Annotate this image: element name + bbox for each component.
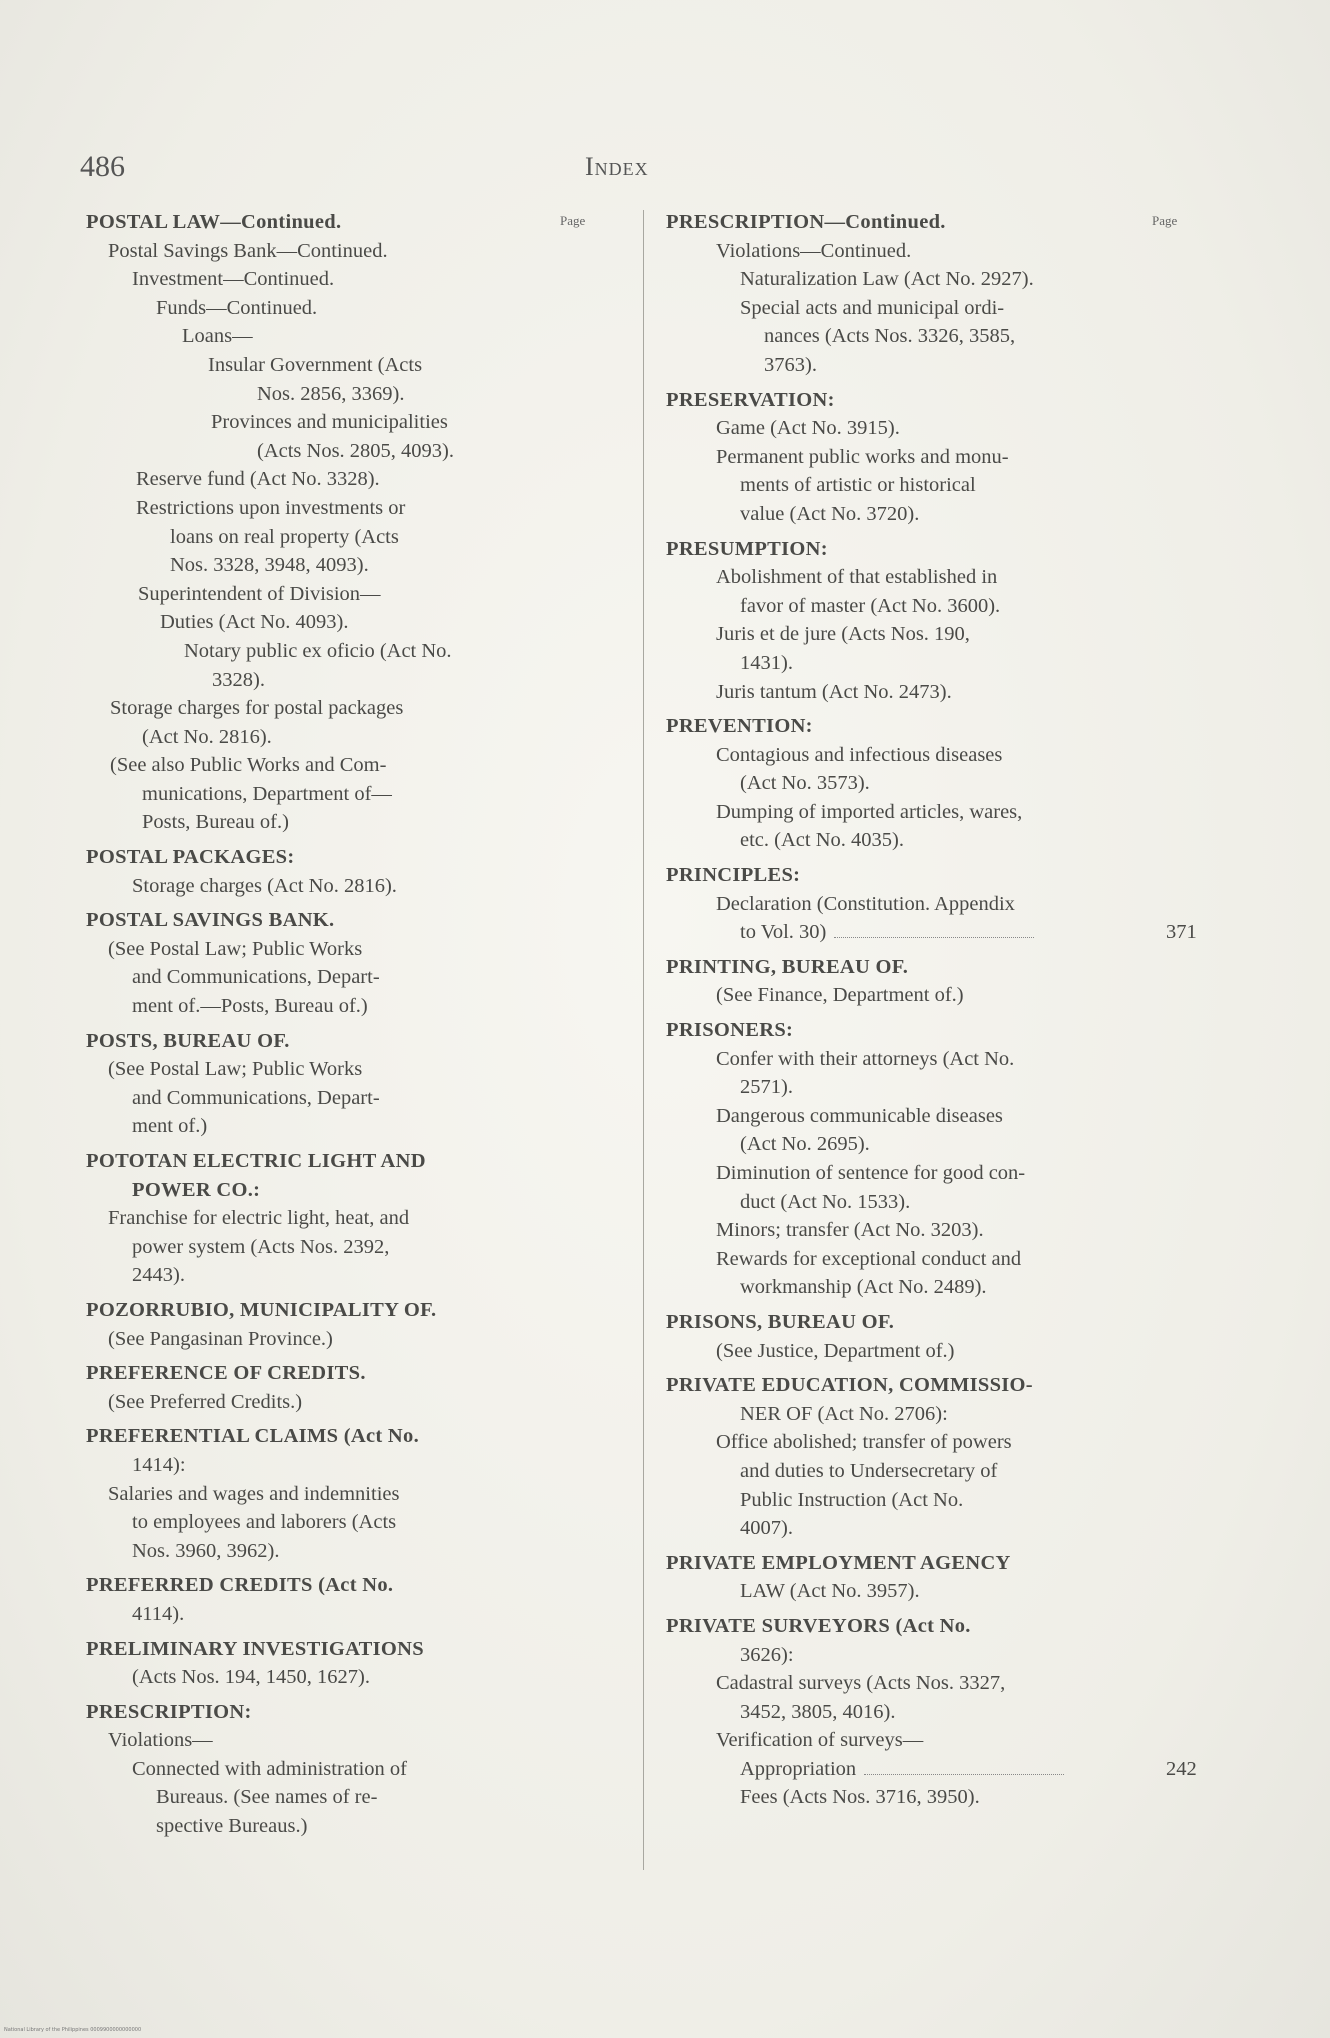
entry-text: Franchise for electric light, heat, and	[108, 1207, 410, 1230]
entry-text: Investment—Continued.	[132, 268, 335, 291]
index-entry	[666, 237, 1126, 266]
entry-text: (See Justice, Department of.)	[716, 1339, 955, 1362]
index-entry	[66, 465, 546, 494]
entry-text: Reserve fund (Act No. 3328).	[136, 468, 380, 491]
index-entry	[666, 1130, 1126, 1159]
entry-text: 3626):	[740, 1643, 794, 1666]
entry-text: 2571).	[740, 1076, 793, 1099]
index-entry	[86, 1537, 546, 1566]
index-entry	[86, 1388, 546, 1417]
entry-text: Minors; transfer (Act No. 3203).	[716, 1219, 984, 1242]
index-entry	[86, 1204, 546, 1233]
entry-text: Funds—Continued.	[156, 296, 318, 319]
index-heading	[86, 843, 546, 872]
index-entry	[86, 1325, 546, 1354]
index-entry	[86, 1233, 546, 1262]
entry-text: Loans—	[182, 325, 253, 348]
index-entry	[86, 1055, 546, 1084]
entry-text: workmanship (Act No. 2489).	[740, 1276, 987, 1299]
entry-text: Duties (Act No. 4093).	[160, 611, 349, 634]
index-heading	[666, 712, 1126, 741]
entry-text: Restrictions upon investments or	[136, 496, 406, 519]
entry-text: 1431).	[740, 651, 793, 674]
index-entry	[86, 1112, 546, 1141]
entry-text: 3328).	[212, 668, 265, 691]
index-entry	[666, 1726, 1126, 1755]
index-entry	[666, 1755, 1197, 1784]
index-entry	[666, 592, 1126, 621]
index-entry	[86, 1726, 546, 1755]
entry-text: Insular Government (Acts	[208, 353, 423, 376]
entry-text: NER OF (Act No. 2706):	[740, 1402, 948, 1425]
entry-text: Public Instruction (Act No.	[740, 1488, 964, 1511]
entry-text: Superintendent of Division—	[138, 582, 381, 605]
index-heading	[666, 1612, 1126, 1641]
index-entry	[666, 351, 1126, 380]
entry-text: Special acts and municipal ordi-	[740, 296, 1005, 319]
index-entry	[666, 1188, 1126, 1217]
entry-text: Game (Act No. 3915).	[716, 417, 900, 440]
index-entry	[96, 808, 546, 837]
entry-text: POTOTAN ELECTRIC LIGHT AND	[86, 1150, 426, 1172]
index-heading	[86, 1635, 546, 1664]
index-heading	[86, 1698, 546, 1727]
entry-text: duct (Act No. 1533).	[740, 1190, 911, 1213]
entry-text: PRELIMINARY INVESTIGATIONS	[86, 1637, 424, 1660]
entry-text: and Communications, Depart-	[132, 1086, 380, 1109]
entry-text: PRESCRIPTION:	[86, 1700, 252, 1723]
entry-text: (See Postal Law; Public Works	[108, 1058, 363, 1081]
entry-text: Naturalization Law (Act No. 2927).	[740, 268, 1034, 291]
entry-text: favor of master (Act No. 3600).	[740, 594, 1001, 617]
footer-credit: National Library of the Philippines 0009900000000000	[4, 2027, 142, 2033]
index-entry	[96, 780, 546, 809]
entry-text: ment of.—Posts, Bureau of.)	[132, 995, 368, 1018]
entry-text: Violations—	[108, 1729, 213, 1752]
index-heading	[666, 1016, 1126, 1045]
index-heading	[86, 208, 546, 237]
index-entry	[666, 1400, 1126, 1429]
index-entry	[666, 826, 1126, 855]
entry-text: PRISONS, BUREAU OF.	[666, 1310, 895, 1333]
entry-text: power system (Acts Nos. 2392,	[132, 1235, 390, 1258]
index-entry	[666, 1457, 1126, 1486]
entry-text: PRIVATE SURVEYORS (Act No.	[666, 1614, 971, 1637]
index-entry	[86, 1783, 546, 1812]
index-entry	[114, 637, 546, 666]
entry-text: Connected with administration of	[132, 1757, 407, 1780]
entry-text: spective Bureaus.)	[156, 1815, 308, 1838]
index-heading	[86, 1296, 546, 1325]
index-entry	[90, 608, 546, 637]
index-heading	[86, 1176, 546, 1205]
index-entry	[86, 1084, 546, 1113]
index-heading	[86, 1147, 546, 1176]
dot-leader	[864, 1760, 1064, 1775]
entry-text: PRESUMPTION:	[666, 537, 828, 560]
entry-text: PRINTING, BUREAU OF.	[666, 955, 909, 978]
entry-text: Notary public ex oficio (Act No.	[184, 639, 452, 662]
index-entry	[100, 523, 546, 552]
entry-text: to Vol. 30)	[740, 921, 827, 944]
index-entry	[666, 471, 1126, 500]
entry-text: (See also Public Works and Com-	[110, 754, 387, 777]
entry-text: nances (Acts Nos. 3326, 3585,	[764, 325, 1016, 348]
entry-text: value (Act No. 3720).	[740, 502, 920, 525]
index-entry	[68, 580, 546, 609]
index-entry	[666, 1216, 1126, 1245]
entry-text: 2443).	[132, 1264, 185, 1287]
entry-text: (See Postal Law; Public Works	[108, 937, 363, 960]
index-entry	[666, 1102, 1126, 1131]
entry-text: PRESCRIPTION—Continued.	[666, 211, 946, 233]
index-entry	[666, 443, 1126, 472]
page-number: 486	[80, 150, 125, 183]
index-entry	[666, 1486, 1126, 1515]
entry-text: Violations—Continued.	[716, 239, 912, 262]
entry-text: PREVENTION:	[666, 715, 813, 738]
index-entry	[86, 992, 546, 1021]
entry-text: 3452, 3805, 4016).	[740, 1700, 896, 1723]
entry-text: (Act No. 3573).	[740, 772, 870, 795]
left-page-label: Page	[560, 213, 586, 228]
index-entry	[86, 1600, 546, 1629]
index-entry	[666, 890, 1126, 919]
index-heading	[666, 861, 1126, 890]
entry-text: Juris et de jure (Acts Nos. 190,	[716, 623, 970, 646]
entry-text: PREFERENCE OF CREDITS.	[86, 1362, 366, 1385]
index-entry	[666, 1783, 1126, 1812]
index-entry	[666, 1245, 1126, 1274]
index-entry	[86, 1755, 546, 1784]
index-entry	[86, 237, 546, 266]
entry-text: PRIVATE EMPLOYMENT AGENCY	[666, 1551, 1011, 1574]
entry-text: (Acts Nos. 194, 1450, 1627).	[132, 1666, 371, 1689]
entry-text: PRIVATE EDUCATION, COMMISSIO-	[666, 1374, 1033, 1397]
entry-text: Postal Savings Bank—Continued.	[108, 239, 388, 262]
entry-text: POSTAL LAW—Continued.	[86, 211, 342, 233]
index-entry	[666, 798, 1126, 827]
entry-text: and Communications, Depart-	[132, 966, 380, 989]
index-entry	[96, 723, 546, 752]
entry-text: PREFERRED CREDITS (Act No.	[86, 1574, 394, 1597]
index-entry	[161, 437, 546, 466]
index-entry	[666, 649, 1126, 678]
index-heading	[86, 1422, 546, 1451]
entry-text: (Act No. 2816).	[142, 725, 272, 748]
entry-text: POSTAL PACKAGES:	[86, 846, 295, 869]
index-entry	[666, 981, 1126, 1010]
entry-text: Office abolished; transfer of powers	[716, 1431, 1012, 1454]
index-entry	[64, 751, 546, 780]
entry-text: PRINCIPLES:	[666, 864, 801, 887]
index-entry	[666, 1641, 1126, 1670]
entry-text: Dumping of imported articles, wares,	[716, 800, 1023, 823]
entry-text: POSTAL SAVINGS BANK.	[86, 909, 335, 932]
entry-text: 3763).	[764, 353, 817, 376]
entry-text: POWER CO.:	[132, 1178, 261, 1201]
index-heading	[86, 1359, 546, 1388]
entry-text: Fees (Acts Nos. 3716, 3950).	[740, 1786, 980, 1809]
index-heading	[666, 208, 1126, 237]
index-entry	[666, 1159, 1126, 1188]
entry-text: Abolishment of that established in	[716, 566, 998, 589]
entry-text: 4114).	[132, 1602, 185, 1625]
index-heading	[666, 386, 1126, 415]
entry-text: POSTS, BUREAU OF.	[86, 1029, 290, 1052]
entry-text: Cadastral surveys (Acts Nos. 3327,	[716, 1672, 1006, 1695]
index-entry	[666, 1073, 1126, 1102]
index-entry	[666, 678, 1126, 707]
entry-text: Posts, Bureau of.)	[142, 811, 289, 834]
entry-text: and duties to Undersecretary of	[740, 1459, 998, 1482]
index-entry	[86, 322, 546, 351]
index-entry	[86, 294, 546, 323]
index-entry	[666, 620, 1126, 649]
index-entry	[666, 500, 1126, 529]
index-entry	[666, 294, 1126, 323]
right-page-label: Page	[1152, 213, 1178, 228]
entry-text: Bureaus. (See names of re-	[156, 1786, 378, 1809]
index-entry	[666, 1428, 1126, 1457]
entry-text: 4007).	[740, 1517, 793, 1540]
index-heading	[666, 535, 1126, 564]
entry-text: Contagious and infectious diseases	[716, 743, 1003, 766]
index-entry	[666, 265, 1126, 294]
index-entry	[86, 1508, 546, 1537]
entry-text: (Acts Nos. 2805, 4093).	[257, 439, 455, 462]
index-entry	[666, 414, 1126, 443]
entry-text: Salaries and wages and indemnities	[108, 1482, 400, 1505]
index-entry	[666, 322, 1126, 351]
entry-text: ments of artistic or historical	[740, 474, 976, 497]
index-entry	[86, 935, 546, 964]
entry-text: (Act No. 2695).	[740, 1133, 870, 1156]
index-heading	[666, 953, 1126, 982]
entry-text: Storage charges (Act No. 2816).	[132, 874, 397, 897]
index-entry	[666, 918, 1197, 947]
index-entry	[86, 1663, 546, 1692]
entry-text: loans on real property (Acts	[170, 525, 399, 548]
entry-text: Provinces and municipalities	[211, 411, 448, 434]
entry-text: munications, Department of—	[142, 782, 392, 805]
entry-text: Permanent public works and monu-	[716, 445, 1009, 468]
dot-leader	[834, 923, 1034, 938]
index-entry	[86, 1480, 546, 1509]
entry-text: LAW (Act No. 3957).	[740, 1580, 920, 1603]
index-entry	[86, 963, 546, 992]
left-column	[86, 208, 546, 1841]
entry-text: Storage charges for postal packages	[110, 697, 404, 720]
entry-page-number: 371	[1166, 921, 1197, 944]
index-entry	[66, 494, 546, 523]
index-entry	[142, 666, 546, 695]
entry-text: to employees and laborers (Acts	[132, 1511, 397, 1534]
index-entry	[161, 380, 546, 409]
entry-text: PRISONERS:	[666, 1019, 794, 1042]
entry-text: Rewards for exceptional conduct and	[716, 1247, 1022, 1270]
index-entry	[115, 408, 546, 437]
entry-text: Diminution of sentence for good con-	[716, 1162, 1026, 1184]
entry-text: Declaration (Constitution. Appendix	[716, 892, 1015, 915]
entry-text: PRESERVATION:	[666, 388, 835, 411]
index-heading	[86, 1571, 546, 1600]
index-entry	[666, 769, 1126, 798]
index-heading	[666, 1371, 1126, 1400]
index-entry	[666, 1273, 1126, 1302]
index-entry	[86, 872, 546, 901]
index-heading	[666, 1308, 1126, 1337]
index-entry	[112, 351, 546, 380]
entry-text: Confer with their attorneys (Act No.	[716, 1047, 1015, 1070]
entry-text: Nos. 3960, 3962).	[132, 1539, 280, 1562]
entry-text: PREFERENTIAL CLAIMS (Act No.	[86, 1425, 419, 1448]
index-entry	[666, 1514, 1126, 1543]
page-header	[80, 150, 1230, 190]
index-entry	[86, 265, 546, 294]
entry-text: Dangerous communicable diseases	[716, 1104, 1003, 1127]
index-heading	[86, 1027, 546, 1056]
index-entry	[86, 1812, 546, 1841]
entry-text: etc. (Act No. 4035).	[740, 829, 904, 852]
index-entry	[100, 551, 546, 580]
entry-text: Nos. 2856, 3369).	[257, 382, 405, 405]
index-entry	[666, 1577, 1126, 1606]
entry-text: (See Finance, Department of.)	[716, 984, 964, 1007]
column-divider	[643, 210, 644, 1870]
index-entry	[666, 1698, 1126, 1727]
entry-text: POZORRUBIO, MUNICIPALITY OF.	[86, 1298, 437, 1321]
entry-text: (See Pangasinan Province.)	[108, 1327, 333, 1350]
entry-text: Nos. 3328, 3948, 4093).	[170, 554, 369, 577]
index-heading	[86, 906, 546, 935]
entry-text: 1414):	[132, 1453, 186, 1476]
index-entry	[64, 694, 546, 723]
index-entry	[666, 563, 1126, 592]
entry-text: Appropriation	[740, 1757, 857, 1780]
index-entry	[666, 741, 1126, 770]
index-entry	[666, 1669, 1126, 1698]
entry-text: Juris tantum (Act No. 2473).	[716, 680, 952, 703]
running-head: Index	[585, 152, 649, 181]
entry-page-number: 242	[1166, 1757, 1197, 1780]
index-entry	[86, 1261, 546, 1290]
entry-text: Verification of surveys—	[716, 1729, 924, 1752]
index-heading	[666, 1549, 1126, 1578]
entry-text: ment of.)	[132, 1115, 208, 1138]
index-entry	[666, 1045, 1126, 1074]
index-entry	[666, 1337, 1126, 1366]
entry-text: (See Preferred Credits.)	[108, 1390, 303, 1413]
index-entry	[86, 1451, 546, 1480]
